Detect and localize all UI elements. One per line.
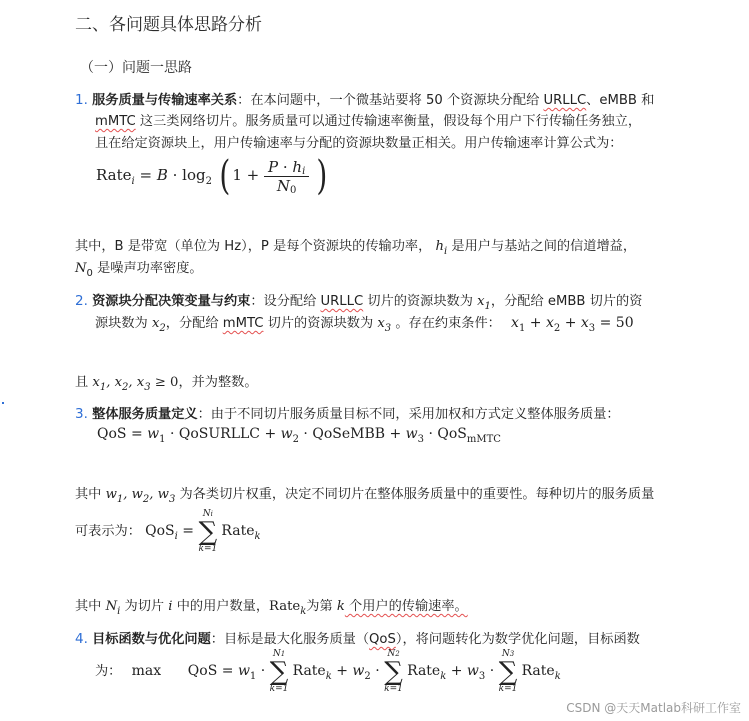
integer-constraint: 且 $x_1$, $x_2$, $x_3 \ge 0$，并为整数。 (75, 375, 258, 393)
item-2-line2: 源块数为 $x_2$，分配给 mMTC 切片的资源块数为 $x_3$ 。存在约束条件： $x_1 + x_2 + x_3 = 50$ (95, 315, 634, 334)
list-number: 3. (75, 406, 88, 422)
term-mmtc: mMTC (95, 114, 136, 129)
users-explanation: 其中 $N_i$ 为切片 i 中的用户数量，Rate$_k$为第 k 个用户的传输速率。 (75, 599, 468, 617)
explanation-n0: $N_0$ 是噪声功率密度。 (75, 261, 203, 279)
item-text: 在本问题中，一个微基站要将 50 个资源块分配给 (250, 93, 544, 108)
list-number: 4. (75, 631, 88, 647)
section-title: 二、各问题具体思路分析 (75, 15, 262, 35)
item-heading: 资源块分配决策变量与约束 (92, 294, 251, 309)
qos-slice-formula: 可表示为： QoS$_i$ = Ni ∑ k=1 Rate$_k$ (75, 509, 261, 554)
item-1-line3: 且在给定资源块上，用户传输速率与分配的资源块数量正相关。用户传输速率计算公式为： (95, 136, 623, 151)
weights-explanation: 其中 $w_1$, $w_2$, $w_3$ 为各类切片权重，决定不同切片在整体服务质量中的重要性。每种切片的服务质量 (75, 487, 655, 505)
list-number: 2. (75, 293, 88, 309)
item-heading: 整体服务质量定义 (92, 407, 198, 422)
objective-formula: 为： max QoS = $w_1$ · N1 ∑ k=1 Rate$_k$ + $w_2$ · N2 ∑ k=1 Rate$_k$ + $w_3$ · N3 ∑ k=1 Rate$_k$ (95, 649, 561, 694)
item-heading: 服务质量与传输速率关系 (92, 93, 238, 108)
subsection-title: （一）问题一思路 (80, 60, 192, 76)
rate-formula: Rate$_i$ = $B \cdot \log_2$ ( 1 + $\frac{P \cdot hi}{N0}$ ) (96, 153, 328, 199)
item-1-line2: mMTC 这三类网络切片。服务质量可以通过传输速率衡量，假设每个用户下行传输任务独立， (95, 114, 642, 129)
list-item-1: 1. 服务质量与传输速率关系：在本问题中，一个微基站要将 50 个资源块分配给 URLLC、eMBB 和 (75, 92, 655, 108)
list-item-4: 4. 目标函数与优化问题：目标是最大化服务质量（QoS），将问题转化为数学优化问题，目标函数 (75, 631, 640, 647)
explanation-b: 其中，B 是带宽（单位为 Hz），P 是每个资源块的传输功率， $h_i$ 是用户与基站之间的信道增益， (75, 239, 637, 257)
csdn-watermark: CSDN @天天Matlab科研工作室 (566, 701, 741, 715)
constraint-formula: $x_1 + x_2 + x_3 = 50$ (511, 315, 634, 334)
bullet-dot (2, 402, 4, 404)
term-urllc: URLLC (543, 93, 587, 108)
item-heading: 目标函数与优化问题 (92, 632, 211, 647)
list-item-2: 2. 资源块分配决策变量与约束：设分配给 URLLC 切片的资源块数为 $x_1$，分配给 eMBB 切片的资 (75, 293, 643, 312)
qos-formula: QoS = $w_1$ · QoSURLLC + $w_2$ · QoSeMBB + $w_3 \cdot QoS_{mMTC}$ (97, 426, 501, 445)
list-item-3: 3. 整体服务质量定义：由于不同切片服务质量目标不同，采用加权和方式定义整体服务质量： (75, 406, 620, 422)
list-number: 1. (75, 92, 88, 108)
